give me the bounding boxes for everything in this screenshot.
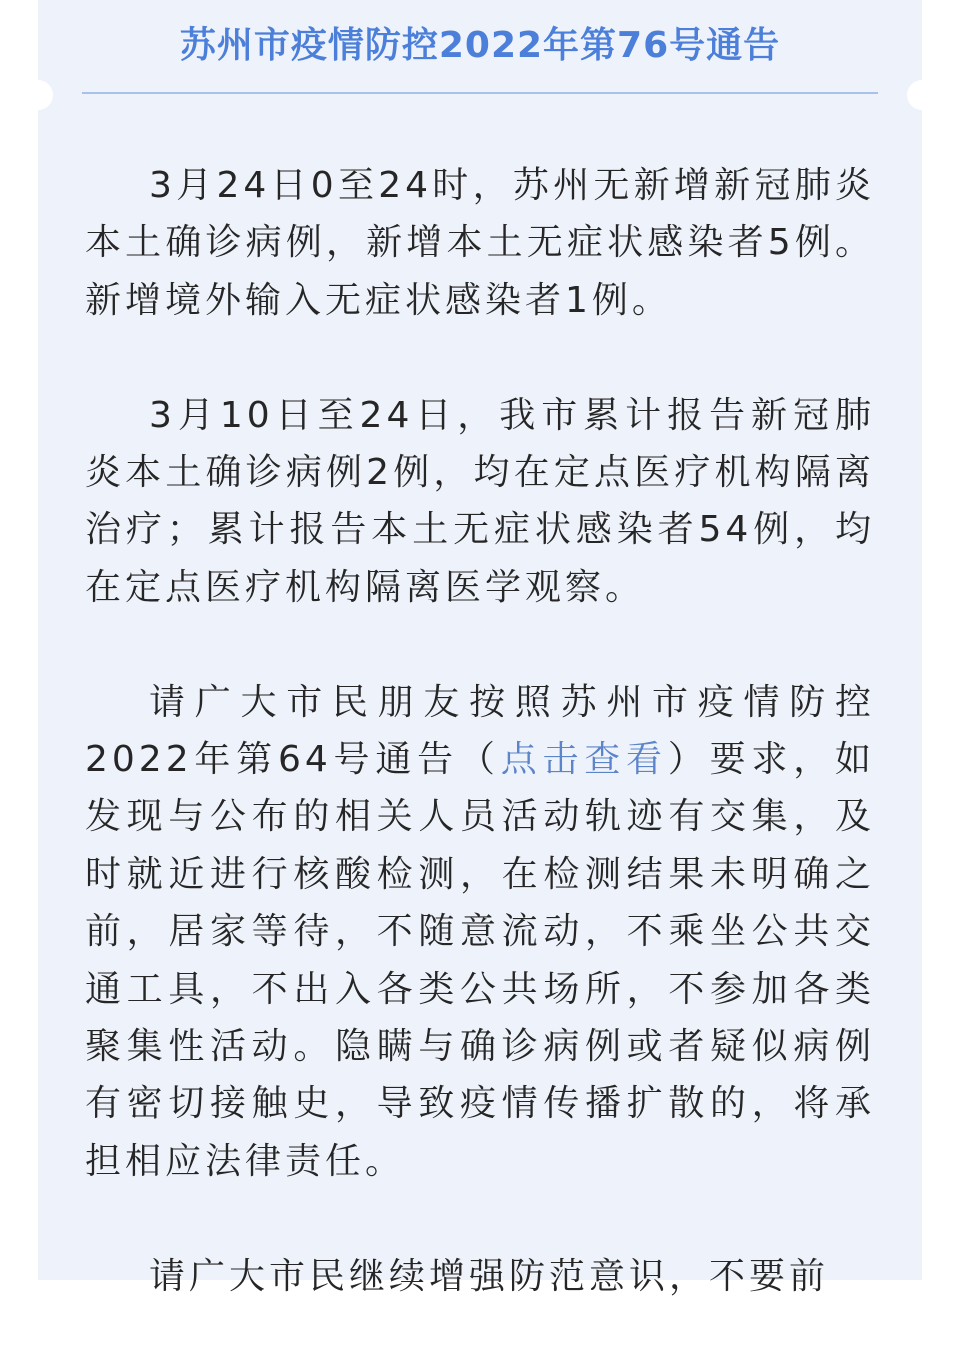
paragraph-prevention-reminder: 请广大市民继续增强防范意识，不要前 xyxy=(149,1255,830,1297)
paragraph-daily-cases: 3月24日0至24时，苏州无新增新冠肺炎本土确诊病例，新增本土无症状感染者5例。新增境外输入无症状感染者1例。 xyxy=(85,165,875,321)
right-notch xyxy=(907,80,937,110)
notice-title: 苏州市疫情防控2022年第76号通告 xyxy=(179,25,781,66)
paragraph-cumulative-cases: 3月10日至24日，我市累计报告新冠肺炎本土确诊病例2例，均在定点医疗机构隔离治疗；累计报告本土无症状感染者54例，均在定点医疗机构隔离医学观察。 xyxy=(85,394,875,608)
paragraph-public-guidance xyxy=(85,674,875,1191)
article-body xyxy=(85,157,875,1362)
view-notice-link[interactable]: 点击查看 xyxy=(500,739,668,781)
title-divider xyxy=(82,92,878,94)
guidance-text-before-link: 请广大市民朋友按照苏州市疫情防控2022年第64号通告（ xyxy=(85,681,875,781)
left-notch xyxy=(23,80,53,110)
guidance-text-after-link: ）要求，如发现与公布的相关人员活动轨迹有交集，及时就近进行核酸检测，在检测结果未明确之前，居家等待，不随意流动，不乘坐公共交通工具，不出入各类公共场所，不参加各类聚集性活动。隐瞒与确诊病例或者疑似病例有密切接触史，导致疫情传播扩散的，将承担相应法律责任。 xyxy=(85,739,875,1182)
